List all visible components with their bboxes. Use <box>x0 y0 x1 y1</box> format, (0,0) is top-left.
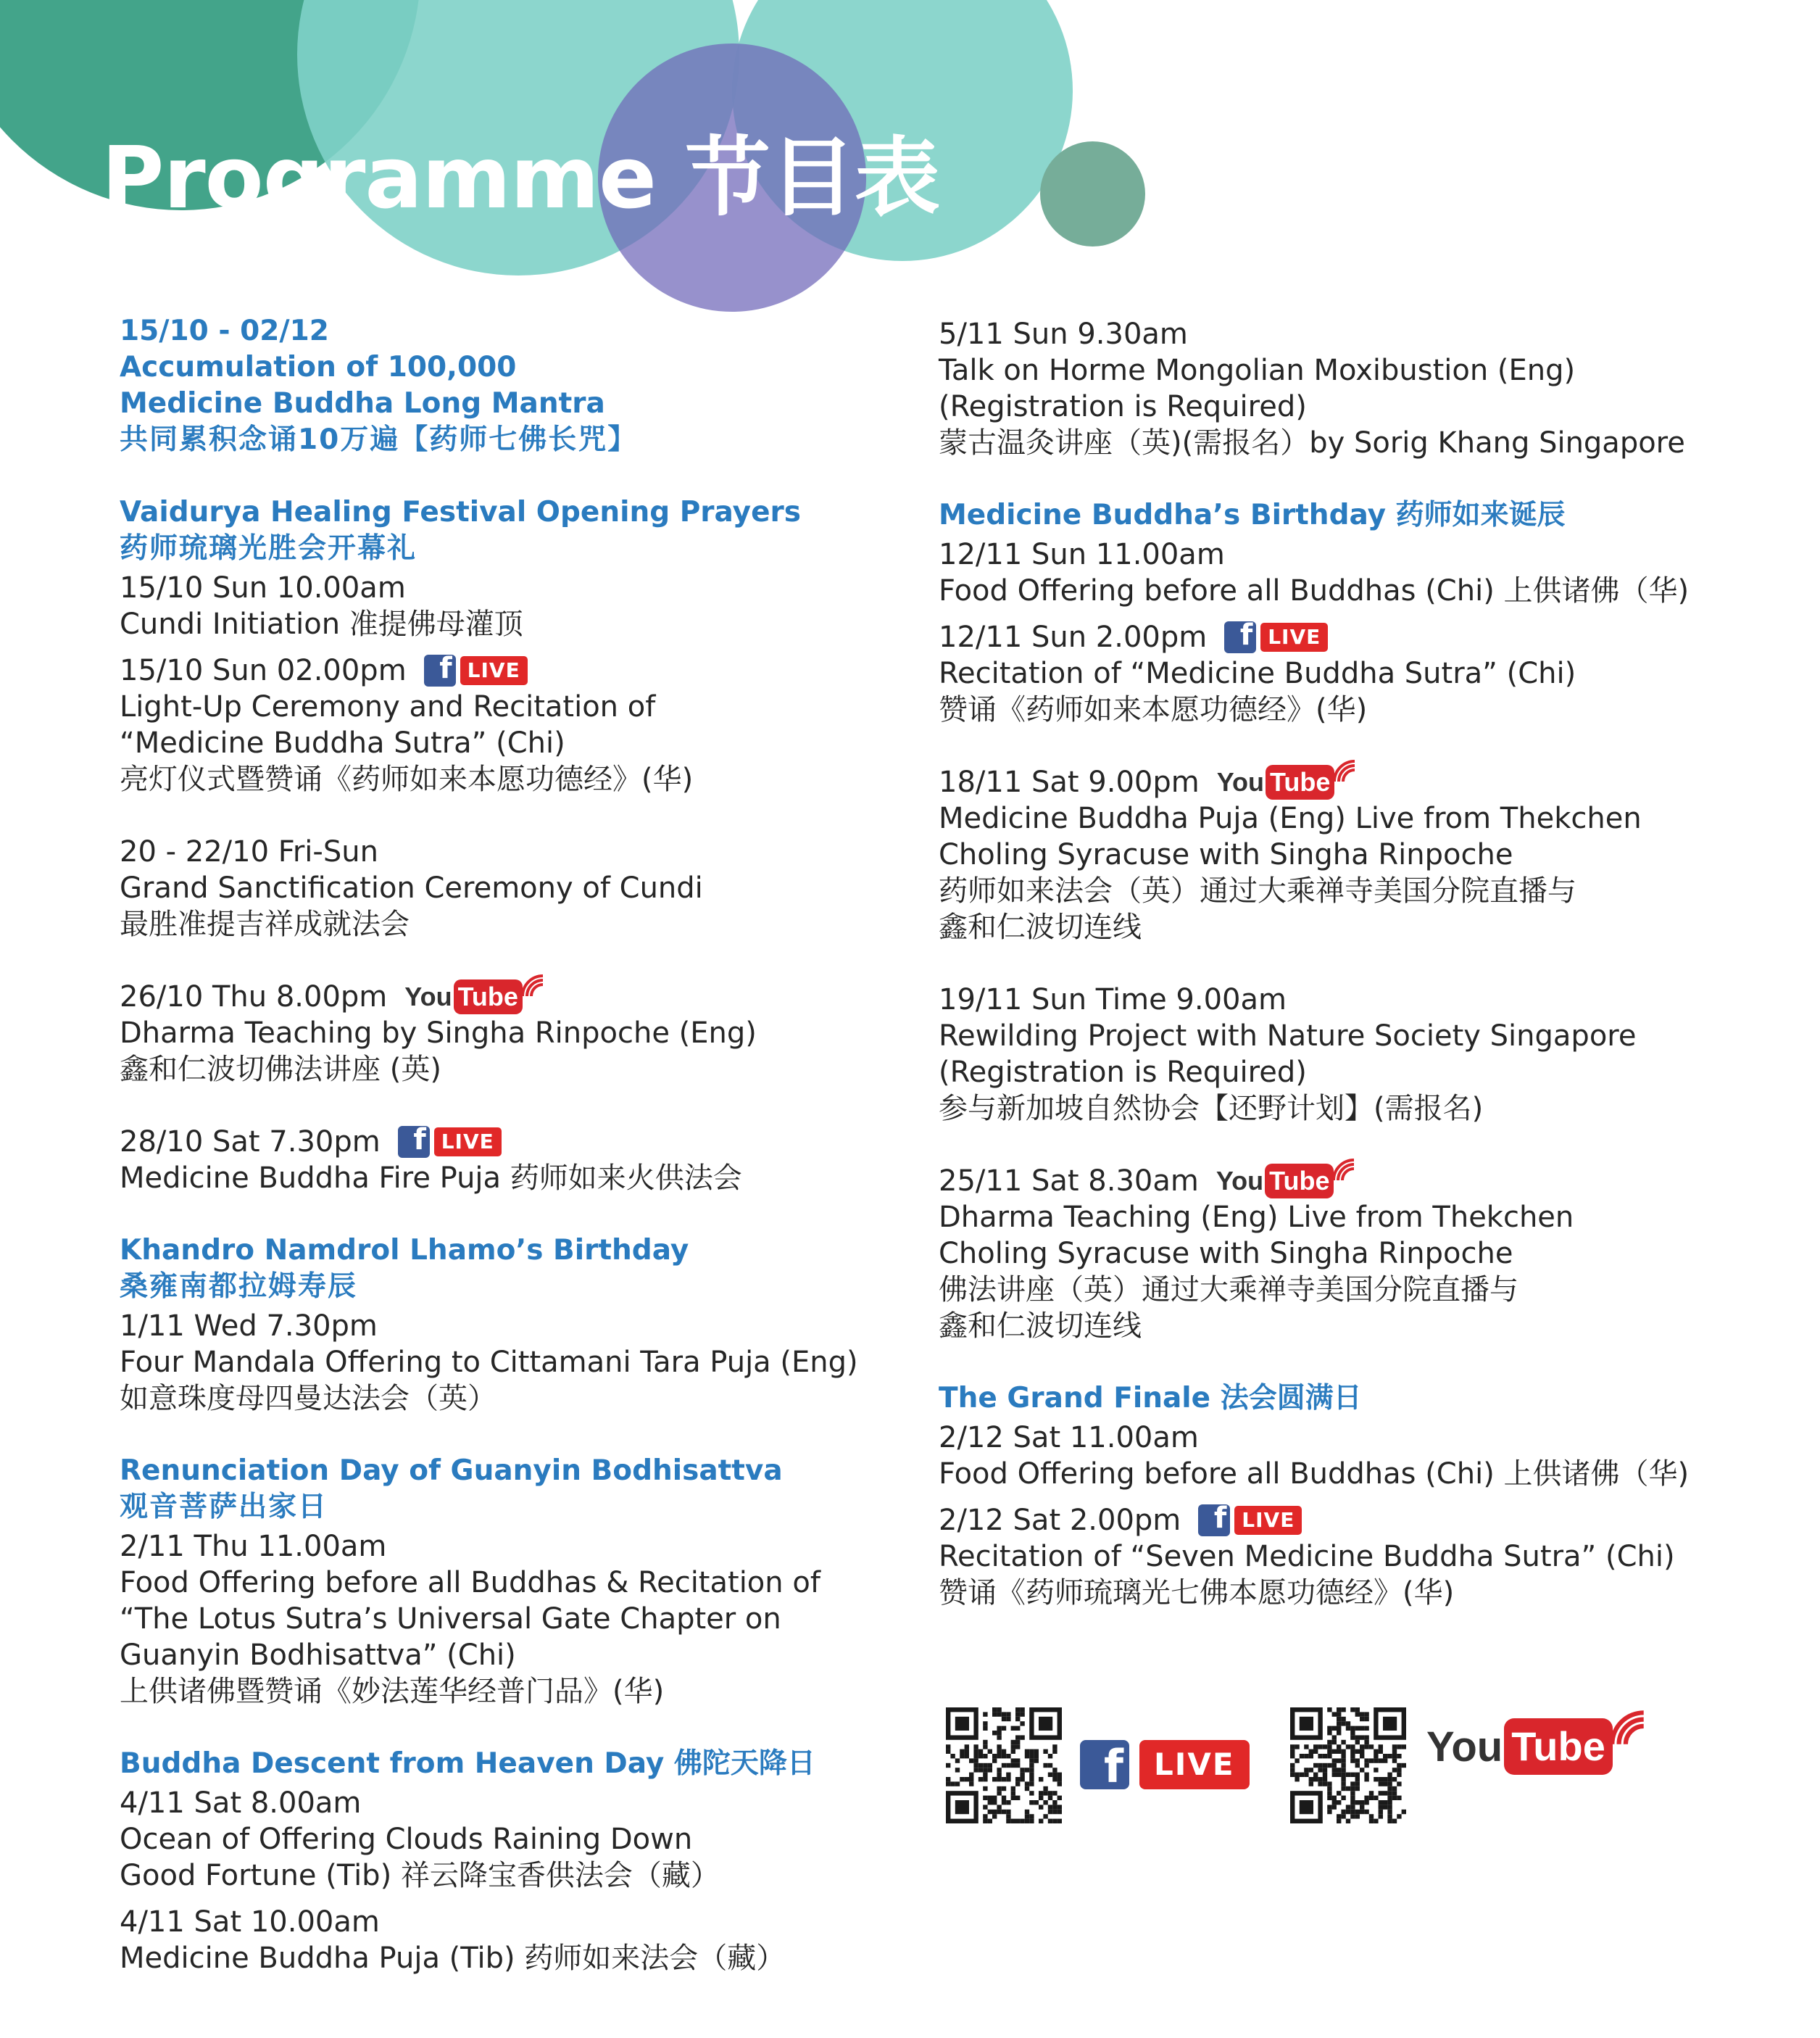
event-datetime-text: 28/10 Sat 7.30pm <box>120 1125 381 1159</box>
event-description-line: 最胜准提吉祥成就法会 <box>120 908 410 941</box>
event-datetime-text: 12/11 Sun 11.00am <box>939 538 1225 571</box>
programme-section <box>120 1453 960 1710</box>
event-datetime <box>939 619 1808 655</box>
programme-section <box>939 1163 1808 1344</box>
event-datetime-text: 20 - 22/10 Fri-Sun <box>120 835 378 869</box>
event-datetime <box>120 653 960 689</box>
facebook-logo-icon <box>1080 1740 1129 1789</box>
broadcast-waves-icon <box>1330 757 1359 786</box>
event-datetime <box>939 1163 1808 1199</box>
event-datetime <box>939 1502 1808 1538</box>
event-datetime-text: 15/10 Sun 02.00pm <box>120 654 407 687</box>
youtube-logo-you: You <box>1426 1723 1503 1770</box>
programme-section <box>939 982 1808 1127</box>
facebook-live-badge <box>398 1126 502 1158</box>
event-description-line: Choling Syracuse with Singha Rinpoche <box>939 1237 1513 1270</box>
programme-column-right <box>939 313 1808 1647</box>
event-description-line: Light-Up Ceremony and Recitation of <box>120 690 656 724</box>
section-heading: Accumulation of 100,000 <box>120 351 517 384</box>
event-description-line: Rewilding Project with Nature Society Singapore <box>939 1019 1637 1053</box>
programme-section <box>939 497 1808 728</box>
event-datetime-text: 4/11 Sat 8.00am <box>120 1786 362 1820</box>
event-description-line: 佛法讲座（英）通过大乘禅寺美国分院直播与 <box>939 1273 1518 1306</box>
event-description-line: 鑫和仁波切连线 <box>939 911 1142 944</box>
event-description-line: Ocean of Offering Clouds Raining Down <box>120 1823 693 1856</box>
page-title: Programme 节目表 <box>101 128 940 228</box>
section-heading: 共同累积念诵10万遍【药师七佛长咒】 <box>120 423 638 456</box>
event-datetime <box>120 1904 960 1940</box>
event-description-line: “Medicine Buddha Sutra” (Chi) <box>120 726 565 760</box>
youtube-badge <box>404 979 547 1015</box>
section-heading: Vaidurya Healing Festival Opening Prayers <box>120 496 801 529</box>
event-description-line: 赞诵《药师琉璃光七佛本愿功德经》(华) <box>939 1576 1455 1610</box>
live-label: LIVE <box>1260 623 1328 652</box>
programme-event <box>120 1785 960 1894</box>
programme-event <box>120 834 960 943</box>
programme-section <box>120 979 960 1088</box>
event-datetime <box>120 1785 960 1821</box>
event-description-line: 药师如来法会（英）通过大乘禅寺美国分院直播与 <box>939 874 1576 908</box>
event-datetime-text: 4/11 Sat 10.00am <box>120 1905 380 1939</box>
event-datetime <box>939 537 1808 573</box>
event-datetime-text: 15/10 Sun 10.00am <box>120 571 406 605</box>
programme-section <box>939 1380 1808 1611</box>
event-description-line: 鑫和仁波切佛法讲座 (英) <box>120 1053 441 1086</box>
programme-event <box>120 979 960 1088</box>
section-heading: 药师琉璃光胜会开幕礼 <box>120 532 417 565</box>
event-description-line: Food Offering before all Buddhas & Recitation of <box>120 1566 820 1599</box>
programme-event <box>120 1308 960 1417</box>
youtube-badge <box>1217 764 1360 800</box>
event-description-line: 亮灯仪式暨赞诵《药师如来本愿功德经》(华) <box>120 763 694 796</box>
broadcast-waves-icon <box>1329 1156 1358 1185</box>
event-datetime <box>120 834 960 870</box>
programme-section <box>120 1746 960 1976</box>
event-description-line: Medicine Buddha Puja (Tib) 药师如来法会（藏） <box>120 1942 786 1975</box>
event-datetime <box>120 570 960 606</box>
event-description-line: Four Mandala Offering to Cittamani Tara Puja (Eng) <box>120 1346 858 1379</box>
youtube-badge <box>1216 1163 1359 1199</box>
event-description-line: Food Offering before all Buddhas (Chi) 上供诸佛（华) <box>939 574 1690 608</box>
facebook-qr-code <box>946 1707 1062 1823</box>
section-heading: The Grand Finale 法会圆满日 <box>939 1382 1362 1414</box>
programme-section <box>120 834 960 943</box>
programme-event <box>939 982 1808 1127</box>
event-description-line: “The Lotus Sutra’s Universal Gate Chapter on <box>120 1602 781 1636</box>
event-datetime <box>939 1420 1808 1456</box>
section-heading: 桑雍南都拉姆寿辰 <box>120 1270 358 1303</box>
event-description-line: 上供诸佛暨赞诵《妙法莲华经普门品》(华) <box>120 1675 665 1708</box>
event-description-line: Guanyin Bodhisattva” (Chi) <box>120 1639 516 1672</box>
facebook-icon: f <box>1198 1504 1230 1536</box>
facebook-live-badge <box>424 655 528 687</box>
programme-section <box>120 1233 960 1417</box>
event-datetime <box>120 1308 960 1344</box>
programme-section <box>120 1124 960 1196</box>
programme-event <box>939 619 1808 728</box>
facebook-live-badge <box>1224 621 1328 653</box>
youtube-icon <box>404 979 547 1015</box>
live-badge-large: LIVE <box>1139 1740 1250 1789</box>
event-description-line: 参与新加坡自然协会【还野计划】(需报名) <box>939 1092 1484 1125</box>
section-heading: 观音菩萨出家日 <box>120 1491 328 1523</box>
facebook-icon: f <box>424 655 456 687</box>
youtube-qr-code <box>1290 1707 1406 1823</box>
decor-circle-small-green <box>1040 141 1145 247</box>
youtube-logo-tube: Tube <box>1504 1718 1613 1775</box>
programme-event <box>120 1904 960 1976</box>
event-description-line: Good Fortune (Tib) 祥云降宝香供法会（藏） <box>120 1859 720 1892</box>
youtube-you-text: You <box>1216 767 1265 797</box>
programme-event <box>939 1163 1808 1344</box>
event-datetime <box>120 979 960 1015</box>
event-datetime-text: 1/11 Wed 7.30pm <box>120 1309 378 1343</box>
live-label: LIVE <box>1234 1506 1302 1535</box>
event-datetime-text: 2/11 Thu 11.00am <box>120 1530 387 1563</box>
youtube-icon <box>1217 764 1360 800</box>
programme-column-left <box>120 313 960 2013</box>
event-description-line: Grand Sanctification Ceremony of Cundi <box>120 871 703 905</box>
event-datetime-text: 2/12 Sat 11.00am <box>939 1421 1199 1454</box>
facebook-logo-letter: f <box>1104 1740 1123 1789</box>
event-description-line: Dharma Teaching by Singha Rinpoche (Eng) <box>120 1016 757 1050</box>
event-description-line: Cundi Initiation 准提佛母灌顶 <box>120 608 523 641</box>
event-description-line: 鑫和仁波切连线 <box>939 1309 1142 1343</box>
section-heading: Medicine Buddha’s Birthday 药师如来诞辰 <box>939 499 1566 531</box>
event-datetime-text: 26/10 Thu 8.00pm <box>120 980 388 1014</box>
event-datetime <box>120 1528 960 1565</box>
programme-event <box>120 653 960 798</box>
programme-event <box>120 570 960 642</box>
youtube-you-text: You <box>1216 1166 1264 1196</box>
programme-event <box>939 764 1808 945</box>
event-description-line: Medicine Buddha Puja (Eng) Live from Thekchen <box>939 802 1642 835</box>
event-datetime-text: 5/11 Sun 9.30am <box>939 318 1188 351</box>
programme-event <box>939 1502 1808 1611</box>
broadcast-waves-icon <box>518 972 547 1001</box>
event-datetime <box>939 316 1808 352</box>
facebook-icon: f <box>398 1126 430 1158</box>
programme-section <box>120 313 960 458</box>
event-datetime-text: 19/11 Sun Time 9.00am <box>939 983 1287 1016</box>
event-datetime-text: 2/12 Sat 2.00pm <box>939 1504 1181 1537</box>
live-label: LIVE <box>460 656 528 685</box>
programme-event <box>939 537 1808 609</box>
event-datetime-text: 12/11 Sun 2.00pm <box>939 621 1208 654</box>
live-label: LIVE <box>434 1127 502 1156</box>
youtube-tube-text: Tube <box>1265 1164 1334 1198</box>
programme-event <box>939 316 1808 461</box>
event-datetime <box>939 764 1808 800</box>
event-description-line: 蒙古温灸讲座（英)(需报名）by Sorig Khang Singapore <box>939 426 1685 460</box>
event-description-line: Talk on Horme Mongolian Moxibustion (Eng) <box>939 354 1576 387</box>
youtube-tube-text: Tube <box>454 979 523 1014</box>
event-description-line: Recitation of “Seven Medicine Buddha Sutra” (Chi) <box>939 1540 1675 1573</box>
event-description-line: 赞诵《药师如来本愿功德经》(华) <box>939 693 1368 726</box>
event-datetime <box>120 1124 960 1160</box>
programme-section <box>939 316 1808 461</box>
section-heading: Khandro Namdrol Lhamo’s Birthday <box>120 1234 689 1267</box>
youtube-icon <box>1216 1163 1359 1199</box>
event-description-line: (Registration is Required) <box>939 390 1307 423</box>
programme-event <box>120 1528 960 1710</box>
event-datetime <box>939 982 1808 1018</box>
youtube-logo-large <box>1426 1718 1650 1775</box>
event-datetime-text: 25/11 Sat 8.30am <box>939 1164 1199 1198</box>
youtube-tube-text: Tube <box>1266 765 1334 800</box>
section-heading: Buddha Descent from Heaven Day 佛陀天降日 <box>120 1747 815 1780</box>
event-description-line: 如意珠度母四曼达法会（英） <box>120 1382 496 1415</box>
facebook-icon: f <box>1224 621 1256 653</box>
event-datetime-text: 18/11 Sat 9.00pm <box>939 766 1200 799</box>
programme-section <box>120 494 960 798</box>
facebook-live-badge <box>1198 1504 1302 1536</box>
event-description-line: Recitation of “Medicine Buddha Sutra” (Chi) <box>939 657 1576 690</box>
programme-event <box>939 1420 1808 1492</box>
broadcast-waves-icon <box>1605 1706 1650 1751</box>
event-description-line: Medicine Buddha Fire Puja 药师如来火供法会 <box>120 1161 742 1195</box>
youtube-you-text: You <box>404 982 452 1011</box>
section-heading: Medicine Buddha Long Mantra <box>120 387 605 420</box>
section-heading: 15/10 - 02/12 <box>120 315 329 347</box>
programme-event <box>120 1124 960 1196</box>
section-heading: Renunciation Day of Guanyin Bodhisattva <box>120 1454 783 1487</box>
event-description-line: Choling Syracuse with Singha Rinpoche <box>939 838 1513 871</box>
event-description-line: Food Offering before all Buddhas (Chi) 上供诸佛（华) <box>939 1457 1690 1491</box>
event-description-line: Dharma Teaching (Eng) Live from Thekchen <box>939 1201 1574 1234</box>
programme-section <box>939 764 1808 945</box>
event-description-line: (Registration is Required) <box>939 1056 1307 1089</box>
